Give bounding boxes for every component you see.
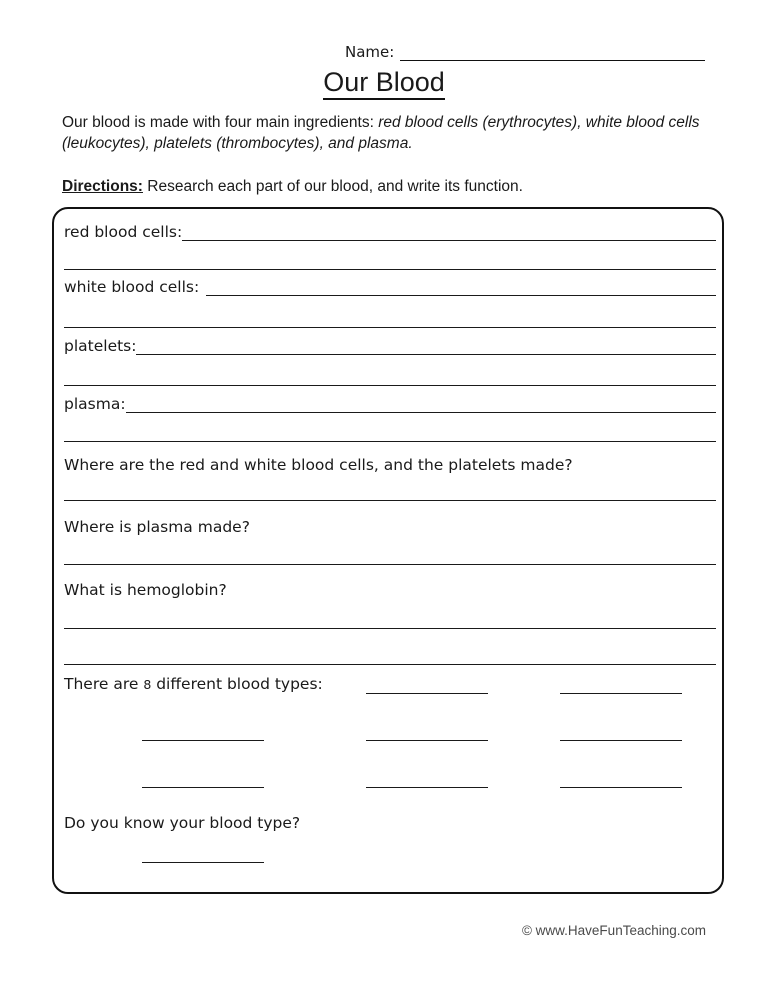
question-where-plasma-made: Where is plasma made? [64,518,250,536]
directions-label: Directions: [62,178,143,195]
page-title [0,66,768,98]
blood-type-blank-4[interactable] [366,740,488,741]
field-row-red-blood-cells [64,223,716,241]
intro-lead: Our blood is made with four main ingredients: [62,114,374,131]
answer-blank-white-blood-cells-1[interactable] [206,281,716,296]
blood-type-blank-5[interactable] [560,740,682,741]
answer-blank-question-3a[interactable] [64,628,716,629]
field-row-platelets [64,337,716,355]
blood-type-blank-6[interactable] [142,787,264,788]
answer-blank-white-blood-cells-2[interactable] [64,327,716,328]
label-plasma: plasma: [64,395,126,413]
field-row-plasma [64,395,716,413]
worksheet-answer-box [52,207,724,894]
question-where-cells-made: Where are the red and white blood cells, and the platelets made? [64,456,573,474]
directions-text: Research each part of our blood, and write its function. [147,178,523,195]
name-input-blank[interactable] [400,45,705,61]
directions-line [62,177,710,197]
blood-types-count: 8 [143,677,152,692]
section-divider-1 [64,441,716,442]
name-label: Name: [345,43,395,61]
label-platelets: platelets: [64,337,137,355]
blood-type-blank-7[interactable] [366,787,488,788]
answer-blank-red-blood-cells-1[interactable] [182,226,716,241]
answer-blank-question-2[interactable] [64,564,716,565]
question-know-your-blood-type: Do you know your blood type? [64,814,301,832]
answer-blank-question-3b[interactable] [64,664,716,665]
intro-ingredients: red blood cells (erythrocytes), white blood cells (leukocytes), platelets (thrombocytes), and plasma. [62,114,700,152]
blood-type-blank-2[interactable] [560,693,682,694]
blood-types-prompt-before: There are [64,675,144,693]
page-title-text: Our Blood [323,67,445,100]
blood-types-prompt-after: different blood types: [151,675,323,693]
label-white-blood-cells: white blood cells: [64,278,200,296]
answer-blank-plasma-1[interactable] [126,398,716,413]
answer-blank-platelets-2[interactable] [64,385,716,386]
answer-blank-red-blood-cells-2[interactable] [64,269,716,270]
answer-blank-platelets-1[interactable] [136,340,716,355]
footer-copyright: © www.HaveFunTeaching.com [521,923,706,938]
blood-types-prompt [64,675,323,694]
blood-type-blank-3[interactable] [142,740,264,741]
question-what-is-hemoglobin: What is hemoglobin? [64,581,227,599]
blood-type-blank-8[interactable] [560,787,682,788]
name-field-row [345,44,705,61]
blood-type-answer-blank[interactable] [142,862,264,863]
label-red-blood-cells: red blood cells: [64,223,183,241]
field-row-white-blood-cells [64,278,716,296]
answer-blank-question-1[interactable] [64,500,716,501]
blood-type-blank-1[interactable] [366,693,488,694]
intro-paragraph [62,112,710,154]
